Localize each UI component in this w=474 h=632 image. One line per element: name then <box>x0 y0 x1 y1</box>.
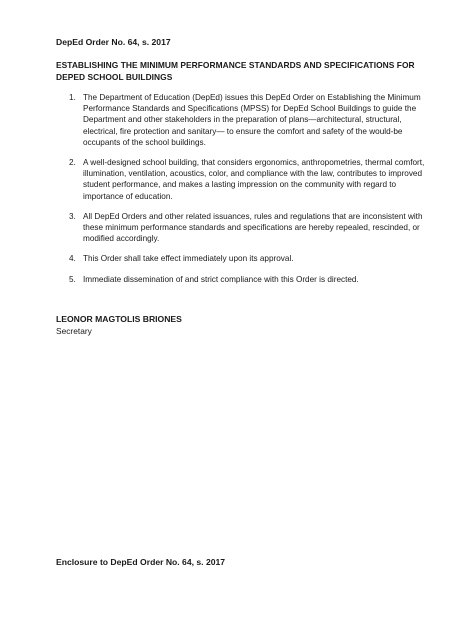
item-text: This Order shall take effect immediately upon its approval. <box>83 254 294 264</box>
list-item <box>56 274 436 285</box>
item-text: A well-designed school building, that considers ergonomics, anthropometries, thermal comfort, illumination, ventilation, acoustics, color, and compliance with the law, contributes to improved student performance, and makes a lasting impression on the community with regard to importance of education. <box>83 158 425 201</box>
document-title: ESTABLISHING THE MINIMUM PERFORMANCE STANDARDS AND SPECIFICATIONS FOR DEPED SCHOOL BUILDINGS <box>56 60 415 82</box>
order-items-list <box>56 92 436 285</box>
item-number: 2. <box>69 158 76 168</box>
list-item <box>56 92 436 148</box>
signatory-name: LEONOR MAGTOLIS BRIONES <box>56 313 182 324</box>
list-item <box>56 211 436 245</box>
order-number: DepEd Order No. 64, s. 2017 <box>56 37 171 47</box>
item-number: 1. <box>69 93 76 102</box>
item-number: 4. <box>69 254 76 264</box>
signatory-title: Secretary <box>56 325 92 336</box>
enclosure-heading: Enclosure to DepEd Order No. 64, s. 2017 <box>56 557 226 567</box>
item-number: 3. <box>69 211 76 221</box>
item-text: Immediate dissemination of and strict compliance with this Order is directed. <box>83 274 359 284</box>
signatory-block <box>56 313 436 337</box>
item-number: 5. <box>69 274 76 284</box>
list-item <box>56 157 436 202</box>
item-text: All DepEd Orders and other related issuances, rules and regulations that are inconsistent with these minimum performance standards and specifications are hereby repealed, rescinded, or modified accordingly. <box>83 211 423 244</box>
item-text: The Department of Education (DepEd) issues this DepEd Order on Establishing the Minimum Performance Standards and Specifications (MPSS) for DepEd School Buildings to guide the Department and other stakeholders in the preparation of plans—architectural, structural, electrical, fire protection and sanitary— to ensure the comfort and safety of the would-be occupants of the school buildings. <box>83 93 421 147</box>
list-item <box>56 253 436 264</box>
